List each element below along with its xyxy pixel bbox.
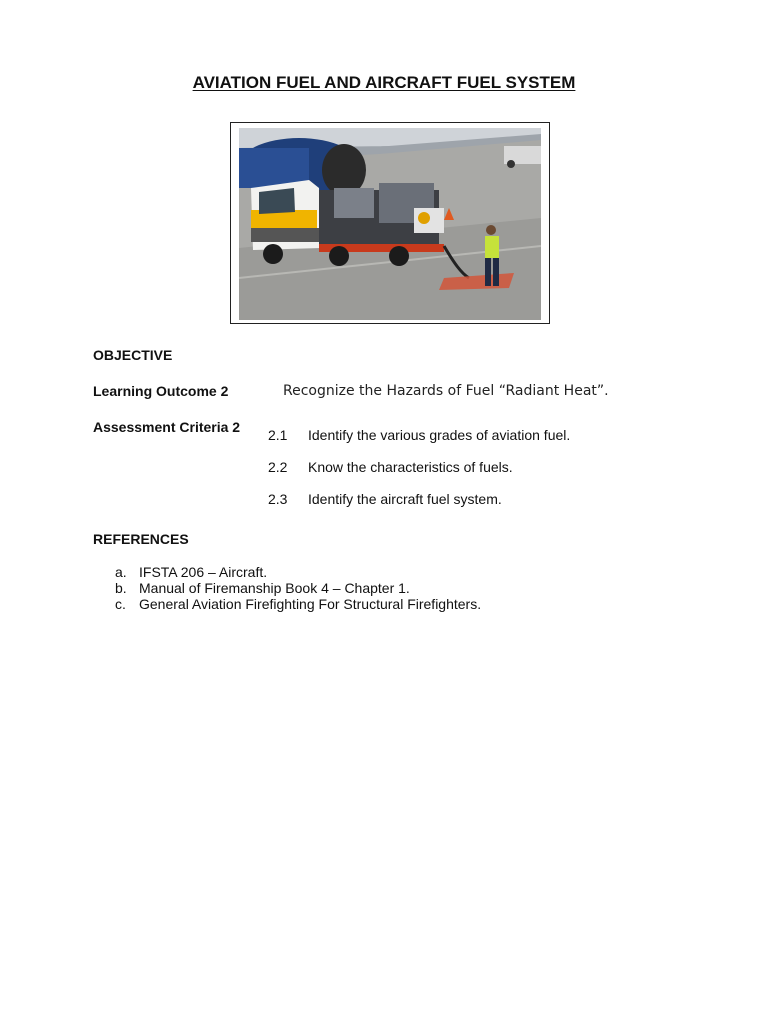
reference-text: General Aviation Firefighting For Structural Firefighters. [139, 596, 482, 612]
reference-letter: b. [115, 580, 127, 596]
reference-letter: c. [115, 596, 126, 612]
reference-item [115, 580, 481, 596]
criteria-item [268, 491, 502, 507]
learning-outcome-text: Recognize the Hazards of Fuel “Radiant Heat”. [283, 383, 609, 399]
criteria-item [268, 427, 570, 443]
criteria-text: Identify the various grades of aviation fuel. [308, 427, 571, 443]
reference-text: Manual of Firemanship Book 4 – Chapter 1. [139, 580, 410, 596]
criteria-number: 2.3 [268, 491, 288, 507]
criteria-number: 2.2 [268, 459, 288, 475]
reference-text: IFSTA 206 – Aircraft. [139, 564, 268, 580]
references-list [115, 564, 481, 612]
reference-letter: a. [115, 564, 127, 580]
criteria-number: 2.1 [268, 427, 288, 443]
refuelling-truck-image [239, 128, 541, 320]
criteria-text: Know the characteristics of fuels. [308, 459, 513, 475]
learning-outcome-label: Learning Outcome 2 [93, 383, 229, 399]
refuelling-truck-photo [230, 122, 550, 324]
assessment-criteria-label: Assessment Criteria 2 [93, 419, 241, 435]
document-title: AVIATION FUEL AND AIRCRAFT FUEL SYSTEM [192, 73, 576, 92]
objective-heading: OBJECTIVE [93, 347, 173, 363]
criteria-item [268, 459, 513, 475]
reference-item [115, 564, 481, 580]
reference-item [115, 596, 481, 612]
criteria-text: Identify the aircraft fuel system. [308, 491, 502, 507]
references-heading: REFERENCES [93, 531, 189, 547]
